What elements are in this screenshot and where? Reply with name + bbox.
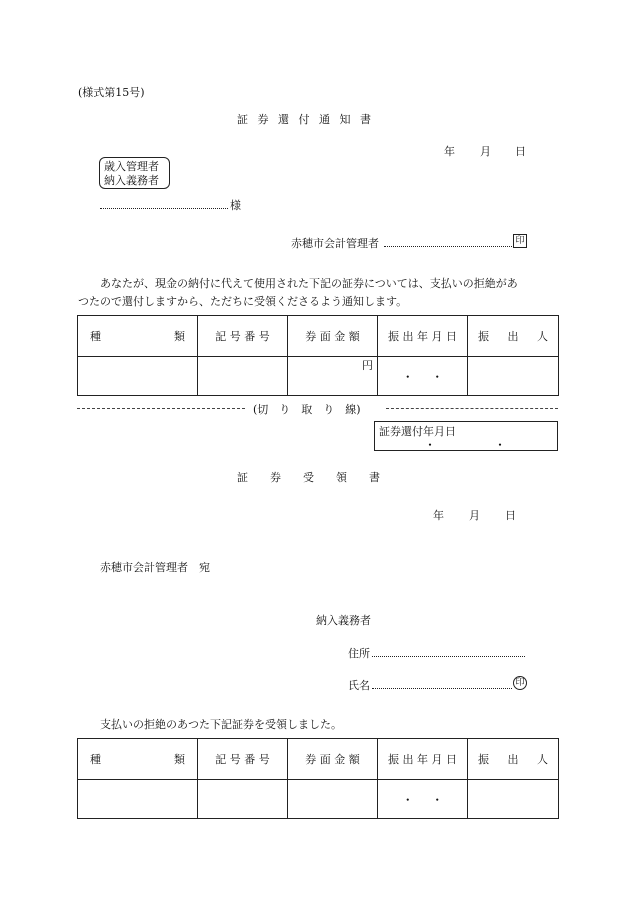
name-label: 氏名 <box>348 679 370 692</box>
header-amount: 券 面 金 額 <box>288 739 378 780</box>
seal-icon: 印 <box>513 234 527 248</box>
table-header-row <box>78 316 559 357</box>
header-type-char2: 類 <box>174 330 185 343</box>
header-drawer-char3: 人 <box>537 753 548 766</box>
cell-amount[interactable] <box>288 780 378 819</box>
cell-drawer[interactable] <box>468 357 559 396</box>
name-line <box>372 688 512 689</box>
notice-date-day: 日 <box>515 145 526 158</box>
cut-line-left <box>77 408 245 409</box>
header-amount: 券 面 金 額 <box>288 316 378 357</box>
address-line <box>372 656 525 657</box>
header-drawer <box>468 739 559 780</box>
header-type-char1: 種 <box>90 330 101 343</box>
cell-number[interactable] <box>198 780 288 819</box>
receipt-date-month: 月 <box>469 509 480 522</box>
receipt-securities-table <box>77 738 559 819</box>
header-type <box>78 316 198 357</box>
notice-securities-table <box>77 315 559 396</box>
date-dot: ・ <box>401 369 414 384</box>
header-number: 記 号 番 号 <box>198 316 288 357</box>
table-header-row <box>78 739 559 780</box>
header-drawer-char1: 振 <box>478 330 489 343</box>
yen-unit: 円 <box>362 359 373 372</box>
header-issue-date: 振 出 年 月 日 <box>378 739 468 780</box>
header-issue-date: 振 出 年 月 日 <box>378 316 468 357</box>
date-dot: ・ <box>431 792 444 807</box>
header-type-char2: 類 <box>174 753 185 766</box>
cell-type[interactable] <box>78 780 198 819</box>
header-drawer-char3: 人 <box>537 330 548 343</box>
cell-drawer[interactable] <box>468 780 559 819</box>
address-label: 住所 <box>348 647 370 660</box>
date-dot: ・ <box>431 369 444 384</box>
header-drawer <box>468 316 559 357</box>
cell-issue-date[interactable] <box>378 780 468 819</box>
cell-amount[interactable] <box>288 357 378 396</box>
receipt-addressee: 赤穂市会計管理者 宛 <box>100 561 210 574</box>
cell-type[interactable] <box>78 357 198 396</box>
return-date-dot: ・ <box>424 438 437 452</box>
cut-line-label: (切 り 取 り 線) <box>253 403 361 416</box>
payer-label: 納入義務者 <box>316 614 371 627</box>
honorific-sama: 様 <box>230 199 241 212</box>
receipt-date-year: 年 <box>433 509 444 522</box>
return-date-label: 証券還付年月日 <box>379 425 456 438</box>
receipt-body: 支払いの拒絶のあつた下記証券を受領しました。 <box>100 718 342 731</box>
notice-title: 証 券 還 付 通 知 書 <box>237 113 374 126</box>
cell-issue-date[interactable] <box>378 357 468 396</box>
receipt-date-day: 日 <box>505 509 516 522</box>
seal-icon: 印 <box>513 676 527 690</box>
cut-line-right <box>386 408 558 409</box>
issuer-signature-line <box>384 246 512 247</box>
header-drawer-char2: 出 <box>507 330 519 343</box>
addressee-revenue-manager: 歳入管理者 <box>104 160 159 173</box>
notice-body-line1: あなたが、現金の納付に代えて使用された下記の証券については、支払いの拒絶があ <box>100 277 518 290</box>
date-dot: ・ <box>401 792 414 807</box>
receipt-title: 証 券 受 領 書 <box>237 471 380 484</box>
header-number: 記 号 番 号 <box>198 739 288 780</box>
table-row <box>78 357 559 396</box>
form-number: (様式第15号) <box>78 86 145 99</box>
addressee-payer: 納入義務者 <box>104 174 159 187</box>
issuer-name: 赤穂市会計管理者 <box>291 237 379 250</box>
cell-number[interactable] <box>198 357 288 396</box>
header-drawer-char1: 振 <box>478 753 489 766</box>
header-drawer-char2: 出 <box>507 753 519 766</box>
header-type <box>78 739 198 780</box>
addressee-name-line <box>100 208 228 209</box>
notice-body-line2: つたので還付しますから、ただちに受領くださるよう通知します。 <box>78 295 408 308</box>
header-type-char1: 種 <box>90 753 101 766</box>
notice-date-year: 年 <box>444 145 455 158</box>
notice-date-month: 月 <box>480 145 491 158</box>
table-row <box>78 780 559 819</box>
return-date-dot: ・ <box>494 438 507 452</box>
